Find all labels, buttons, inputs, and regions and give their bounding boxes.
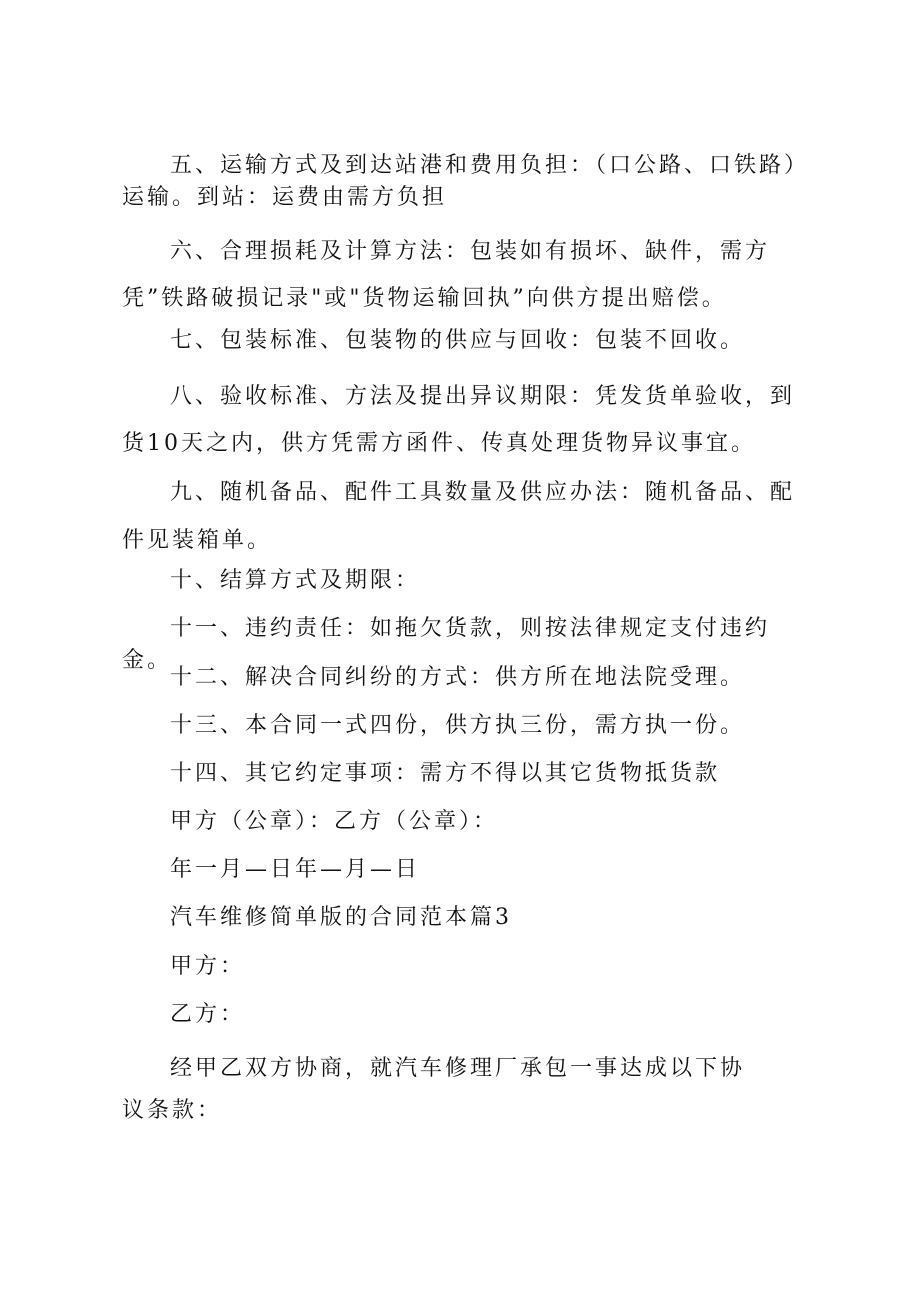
clause-spare-parts: 九、随机备品、配件工具数量及供应办法：随机备品、配件见装箱单。 [122,480,796,553]
agreement-intro: 经甲乙双方协商，就汽车修理厂承包一事达成以下协议条款： [122,1056,746,1123]
signature-line: 甲方（公章）：乙方（公章）： [170,809,499,834]
clause-copies: 十三、本合同一式四份，供方执三份，需方执一份。 [170,713,746,738]
party-b: 乙方： [170,1002,246,1027]
section-heading: 汽车维修简单版的合同范本篇3 [170,905,512,930]
party-a: 甲方： [170,954,246,979]
clause-packaging: 七、包装标准、包装物的供应与回收：包装不回收。 [170,328,746,353]
clause-liability: 十一、违约责任：如拖欠货款，则按法律规定支付违约金。 [122,616,771,673]
clause-other: 十四、其它约定事项：需方不得以其它货物抵货款 [170,761,721,786]
clause-transport: 五、运输方式及到达站港和费用负担：（口公路、口铁路）运输。到站：运费由需方负担 [122,153,810,210]
date-line: 年一月—日年—月—日 [170,857,421,882]
clause-acceptance: 八、验收标准、方法及提出异议期限：凭发货单验收，到货10天之内，供方凭需方函件、传真处理货物异议事宜。 [122,384,796,456]
clause-loss: 六、合理损耗及计算方法：包装如有损坏、缺件，需方凭”铁路破损记录"或"货物运输回执”向供方提出赔偿。 [122,239,771,311]
clause-dispute: 十二、解决合同纠纷的方式：供方所在地法院受理。 [170,665,746,690]
clause-settlement: 十、结算方式及期限： [170,568,421,593]
